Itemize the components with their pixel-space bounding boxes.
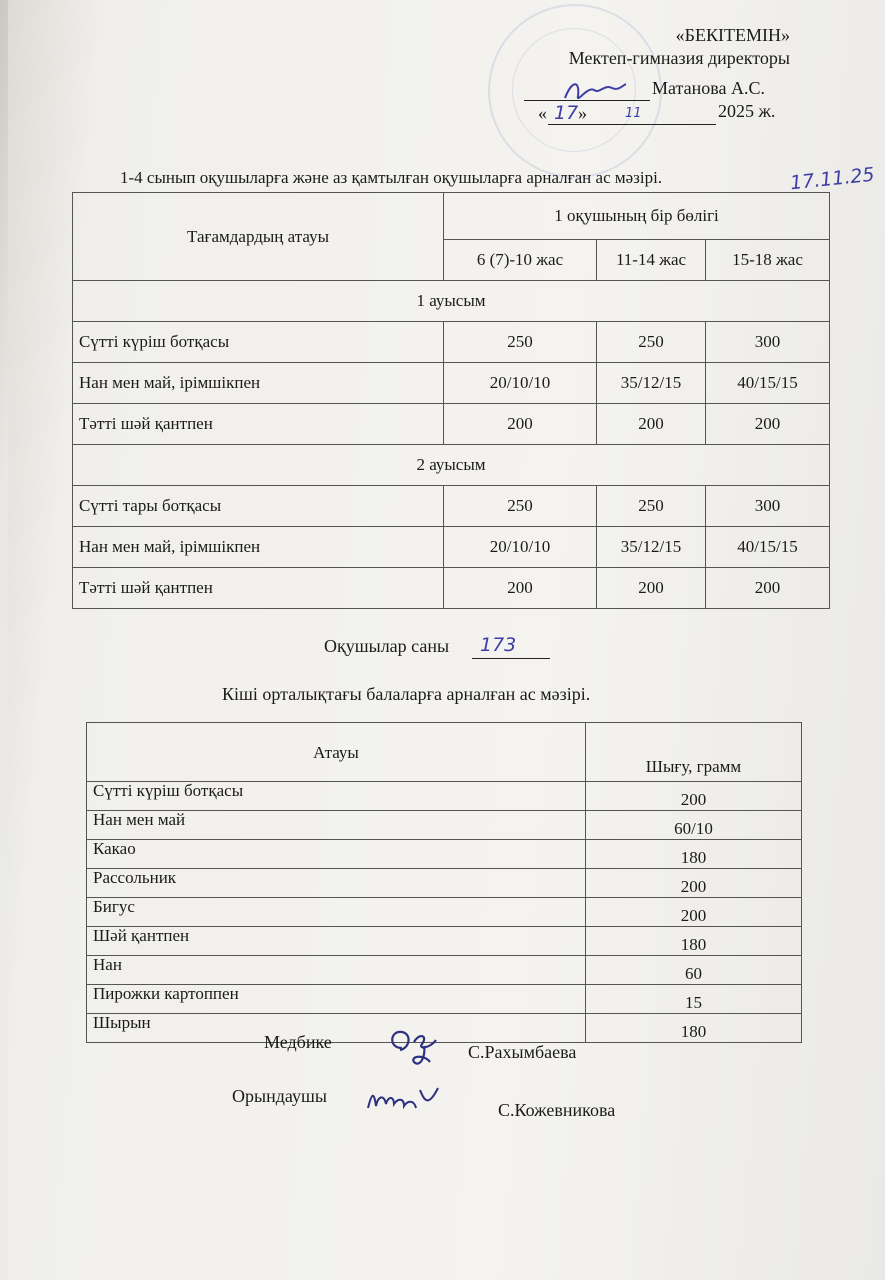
- table-row: [73, 568, 830, 609]
- table-row: [73, 363, 830, 404]
- table-row: [87, 956, 802, 985]
- portion-value: 300: [706, 322, 830, 363]
- nurse-role: Медбике: [264, 1032, 332, 1052]
- header-age-1: 6 (7)-10 жас: [444, 240, 597, 281]
- portion-value: 200: [444, 404, 597, 445]
- table-row: [73, 527, 830, 568]
- item-name: Бигус: [87, 898, 586, 927]
- dish-name: Тәтті шәй қантпен: [73, 568, 444, 609]
- item-name: Сүтті күріш ботқасы: [87, 782, 586, 811]
- item-name: Нан мен май: [87, 811, 586, 840]
- item-name: Шәй қантпен: [87, 927, 586, 956]
- dish-name: Нан мен май, ірімшікпен: [73, 363, 444, 404]
- portion-value: 300: [706, 486, 830, 527]
- student-count-value: 173: [480, 634, 517, 656]
- item-value: 200: [586, 898, 802, 927]
- nurse-signature: [384, 1018, 450, 1072]
- executor-name: С.Кожевникова: [498, 1100, 616, 1120]
- dish-name: Нан мен май, ірімшікпен: [73, 527, 444, 568]
- portion-value: 200: [597, 404, 706, 445]
- item-value: 200: [586, 782, 802, 811]
- table-row: [87, 782, 802, 811]
- item-name: Рассольник: [87, 869, 586, 898]
- table-row: [73, 486, 830, 527]
- student-count-label: Оқушылар саны: [324, 636, 450, 656]
- student-count-underline: [472, 658, 550, 659]
- dish-name: Сүтті күріш ботқасы: [73, 322, 444, 363]
- approval-date-open: «: [538, 103, 547, 123]
- table-row: [73, 404, 830, 445]
- item-name: Нан: [87, 956, 586, 985]
- approval-date-close: »: [578, 103, 587, 123]
- dish-name: Сүтті тары ботқасы: [73, 486, 444, 527]
- portion-value: 35/12/15: [597, 527, 706, 568]
- item-name: Шырын: [87, 1014, 586, 1043]
- table-row: [87, 898, 802, 927]
- director-name: Матанова А.С.: [652, 78, 765, 98]
- portion-value: 20/10/10: [444, 527, 597, 568]
- menu2-table: [86, 722, 802, 1043]
- table-row: [87, 869, 802, 898]
- portion-value: 200: [706, 568, 830, 609]
- item-name: Пирожки картоппен: [87, 985, 586, 1014]
- header-dish-name: Тағамдардың атауы: [73, 193, 444, 281]
- portion-value: 40/15/15: [706, 363, 830, 404]
- portion-value: 200: [444, 568, 597, 609]
- item-value: 60/10: [586, 811, 802, 840]
- item-value: 200: [586, 869, 802, 898]
- executor-role: Орындаушы: [232, 1086, 327, 1106]
- item-name: Какао: [87, 840, 586, 869]
- menu1-title: 1-4 сынып оқушыларға және аз қамтылған оқушыларға арналған ас мәзірі.: [120, 168, 663, 187]
- portion-value: 250: [444, 322, 597, 363]
- header-portion: 1 оқушының бір бөлігі: [444, 193, 830, 240]
- menu1-table: [72, 192, 830, 609]
- shift-label: 1 ауысым: [73, 281, 830, 322]
- item-value: 180: [586, 927, 802, 956]
- approval-title: «БЕКІТЕМІН»: [675, 25, 790, 45]
- item-value: 180: [586, 1014, 802, 1043]
- approval-date-underline: [548, 124, 716, 125]
- table-row: [87, 985, 802, 1014]
- portion-value: 20/10/10: [444, 363, 597, 404]
- portion-value: 40/15/15: [706, 527, 830, 568]
- approval-position: Мектеп-гимназия директоры: [568, 48, 790, 68]
- portion-value: 200: [706, 404, 830, 445]
- header-name: Атауы: [87, 723, 586, 782]
- table-row: [87, 840, 802, 869]
- nurse-name: С.Рахымбаева: [468, 1042, 577, 1062]
- dish-name: Тәтті шәй қантпен: [73, 404, 444, 445]
- approval-date-month: 11: [625, 106, 642, 121]
- header-age-3: 15-18 жас: [706, 240, 830, 281]
- header-age-2: 11-14 жас: [597, 240, 706, 281]
- portion-value: 250: [597, 322, 706, 363]
- table-row: [73, 322, 830, 363]
- item-value: 60: [586, 956, 802, 985]
- menu1-handwritten-date: 17.11.25: [789, 163, 876, 195]
- portion-value: 250: [597, 486, 706, 527]
- approval-block: [480, 24, 790, 70]
- item-value: 15: [586, 985, 802, 1014]
- table-row: [87, 927, 802, 956]
- portion-value: 35/12/15: [597, 363, 706, 404]
- item-value: 180: [586, 840, 802, 869]
- menu2-title: Кіші орталықтағы балаларға арналған ас мәзірі.: [222, 684, 591, 704]
- portion-value: 250: [444, 486, 597, 527]
- executor-signature: [364, 1082, 444, 1116]
- header-output: Шығу, грамм: [586, 723, 802, 782]
- table-row: [87, 811, 802, 840]
- approval-date-day: 17: [554, 102, 579, 124]
- shift-label: 2 ауысым: [73, 445, 830, 486]
- approval-date-year: 2025 ж.: [718, 101, 776, 121]
- portion-value: 200: [597, 568, 706, 609]
